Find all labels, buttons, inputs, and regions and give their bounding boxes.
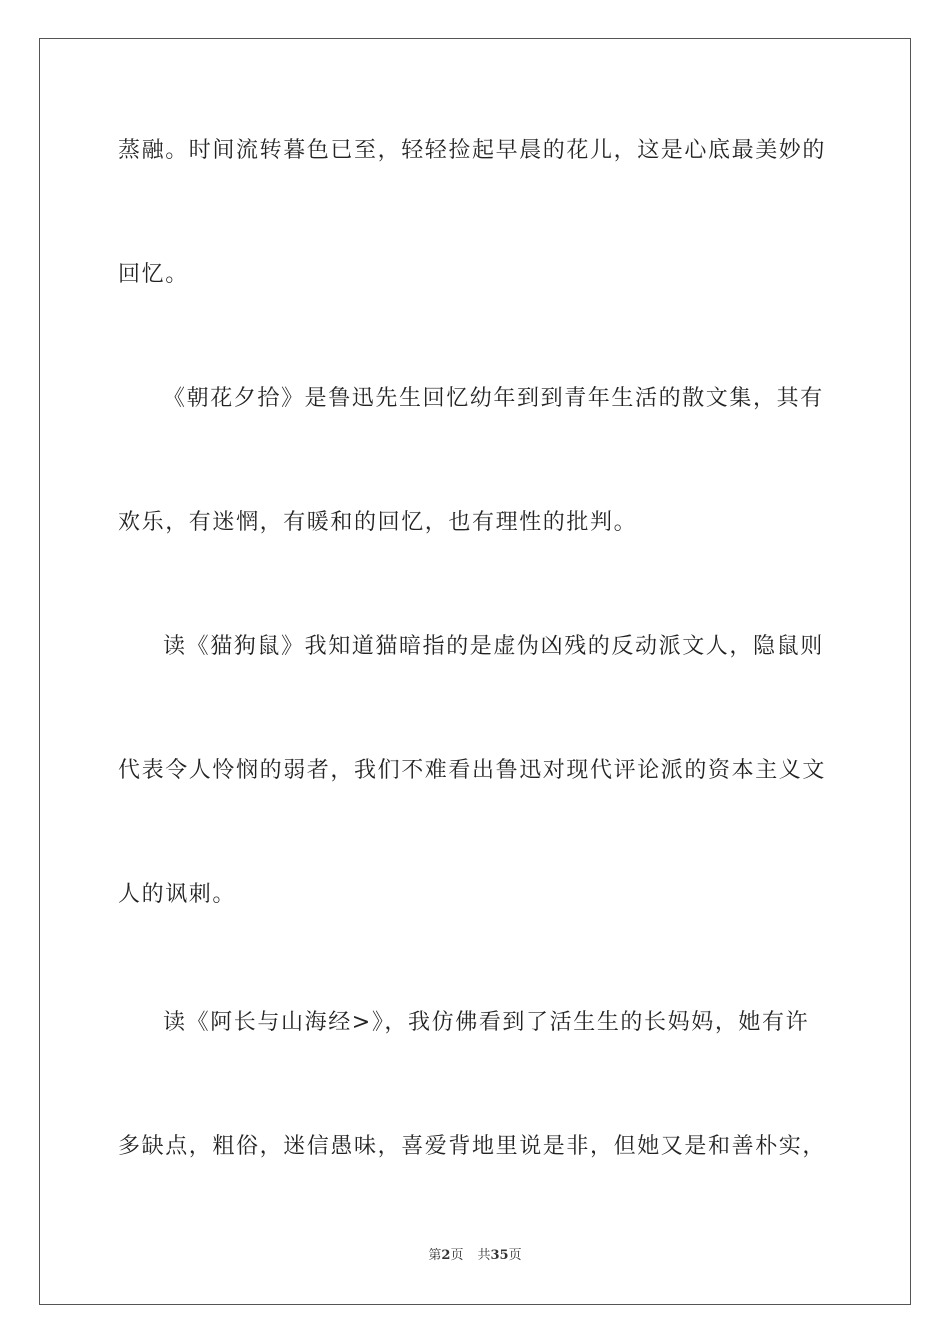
text-line-2: 回忆。	[118, 262, 189, 287]
total-prefix: 共	[477, 1248, 491, 1263]
total-pages: 35	[490, 1248, 509, 1263]
text-line-8: 读《阿长与山海经>》，我仿佛看到了活生生的长妈妈，她有许	[163, 1010, 810, 1035]
text-line-7: 人的讽刺。	[118, 882, 237, 907]
page-prefix: 第	[428, 1248, 442, 1263]
text-line-4: 欢乐，有迷惘，有暖和的回忆，也有理性的批判。	[118, 510, 638, 535]
text-line-5: 读《猫狗鼠》我知道猫暗指的是虚伪凶残的反动派文人，隐鼠则	[163, 634, 824, 659]
text-line-1: 蒸融。时间流转暮色已至，轻轻捡起早晨的花儿，这是心底最美妙的	[118, 138, 827, 163]
page-footer	[0, 1247, 950, 1265]
total-suffix: 页	[508, 1248, 522, 1263]
page-border	[39, 38, 911, 1305]
text-line-6: 代表令人怜悯的弱者，我们不难看出鲁迅对现代评论派的资本主义文	[118, 758, 827, 783]
text-line-9: 多缺点，粗俗，迷信愚味，喜爱背地里说是非，但她又是和善朴实，	[118, 1134, 827, 1159]
page-suffix: 页	[450, 1248, 464, 1263]
page-number: 2	[441, 1248, 451, 1263]
text-line-3: 《朝花夕拾》是鲁迅先生回忆幼年到到青年生活的散文集，其有	[163, 386, 824, 411]
